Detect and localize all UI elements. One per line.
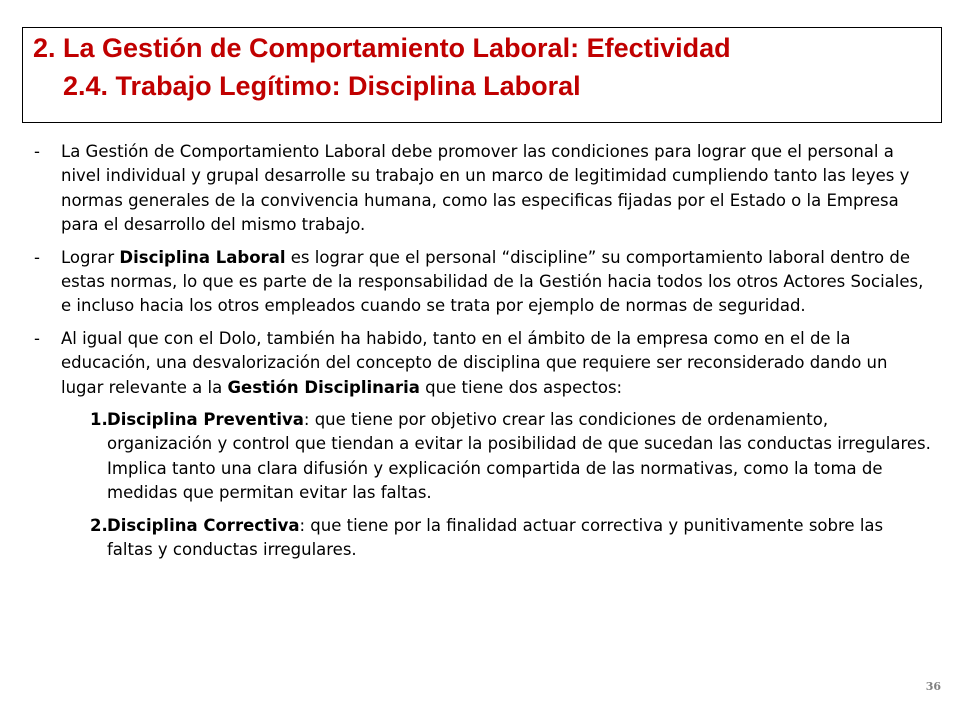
slide-subtitle: 2.4. Trabajo Legítimo: Disciplina Laboral [63, 71, 581, 101]
slide-title: 2. La Gestión de Comportamiento Laboral: Efectividad [33, 33, 731, 63]
bullet-text-post: que tiene dos aspectos: [419, 377, 623, 397]
numbered-item-2 [34, 514, 934, 563]
item-number: 1. [90, 410, 108, 430]
bullet-paragraph-3 [34, 327, 934, 400]
slide-body [34, 140, 934, 571]
bullet-text-post: es lograr que el personal “discipline” su comportamiento laboral dentro de estas normas, lo que es parte de la responsabilidad de la Gestión hacia todos los otros Actores Sociales, e incluso hacia los otros empleados cuando se trata por ejemplo de normas de seguridad. [61, 247, 924, 316]
item-number: 2. [90, 515, 108, 535]
item-heading: Disciplina Preventiva [107, 410, 304, 430]
bullet-marker: - [34, 247, 40, 267]
bullet-text-bold: Disciplina Laboral [119, 247, 286, 267]
bullet-marker: - [34, 142, 40, 161]
slide-title-box [22, 27, 942, 123]
page-number: 36 [925, 680, 941, 693]
item-text: : que tiene por objetivo crear las condiciones de ordenamiento, organización y control que tiendan a evitar la posibilidad de que sucedan las conductas irregulares. Implica tanto una clara difusión y explicación compartida de las normativas, como la toma de medidas que permitan evitar las faltas. [107, 410, 931, 503]
bullet-paragraph-1 [34, 140, 934, 238]
item-heading: Disciplina Correctiva [107, 515, 300, 535]
bullet-text-pre: Al igual que con el Dolo, también ha habido, tanto en el ámbito de la empresa como en el de la educación, una desvalorización del concepto de disciplina que requiere ser reconsiderado dando un lugar relevante a la [61, 328, 888, 397]
numbered-item-1 [34, 408, 934, 506]
item-text: : que tiene por la finalidad actuar correctiva y punitivamente sobre las faltas y conductas irregulares. [107, 515, 884, 560]
bullet-paragraph-2 [34, 246, 934, 319]
bullet-text-pre: Lograr [61, 247, 120, 267]
bullet-text-bold: Gestión Disciplinaria [227, 377, 420, 397]
bullet-marker: - [34, 328, 40, 348]
bullet-text: La Gestión de Comportamiento Laboral debe promover las condiciones para lograr que el personal a nivel individual y grupal desarrolle su trabajo en un marco de legitimidad cumpliendo tanto las leyes y normas generales de la convivencia humana, como las especificas fijadas por el Estado o la Empresa para el desarrollo del mismo trabajo. [61, 142, 910, 235]
